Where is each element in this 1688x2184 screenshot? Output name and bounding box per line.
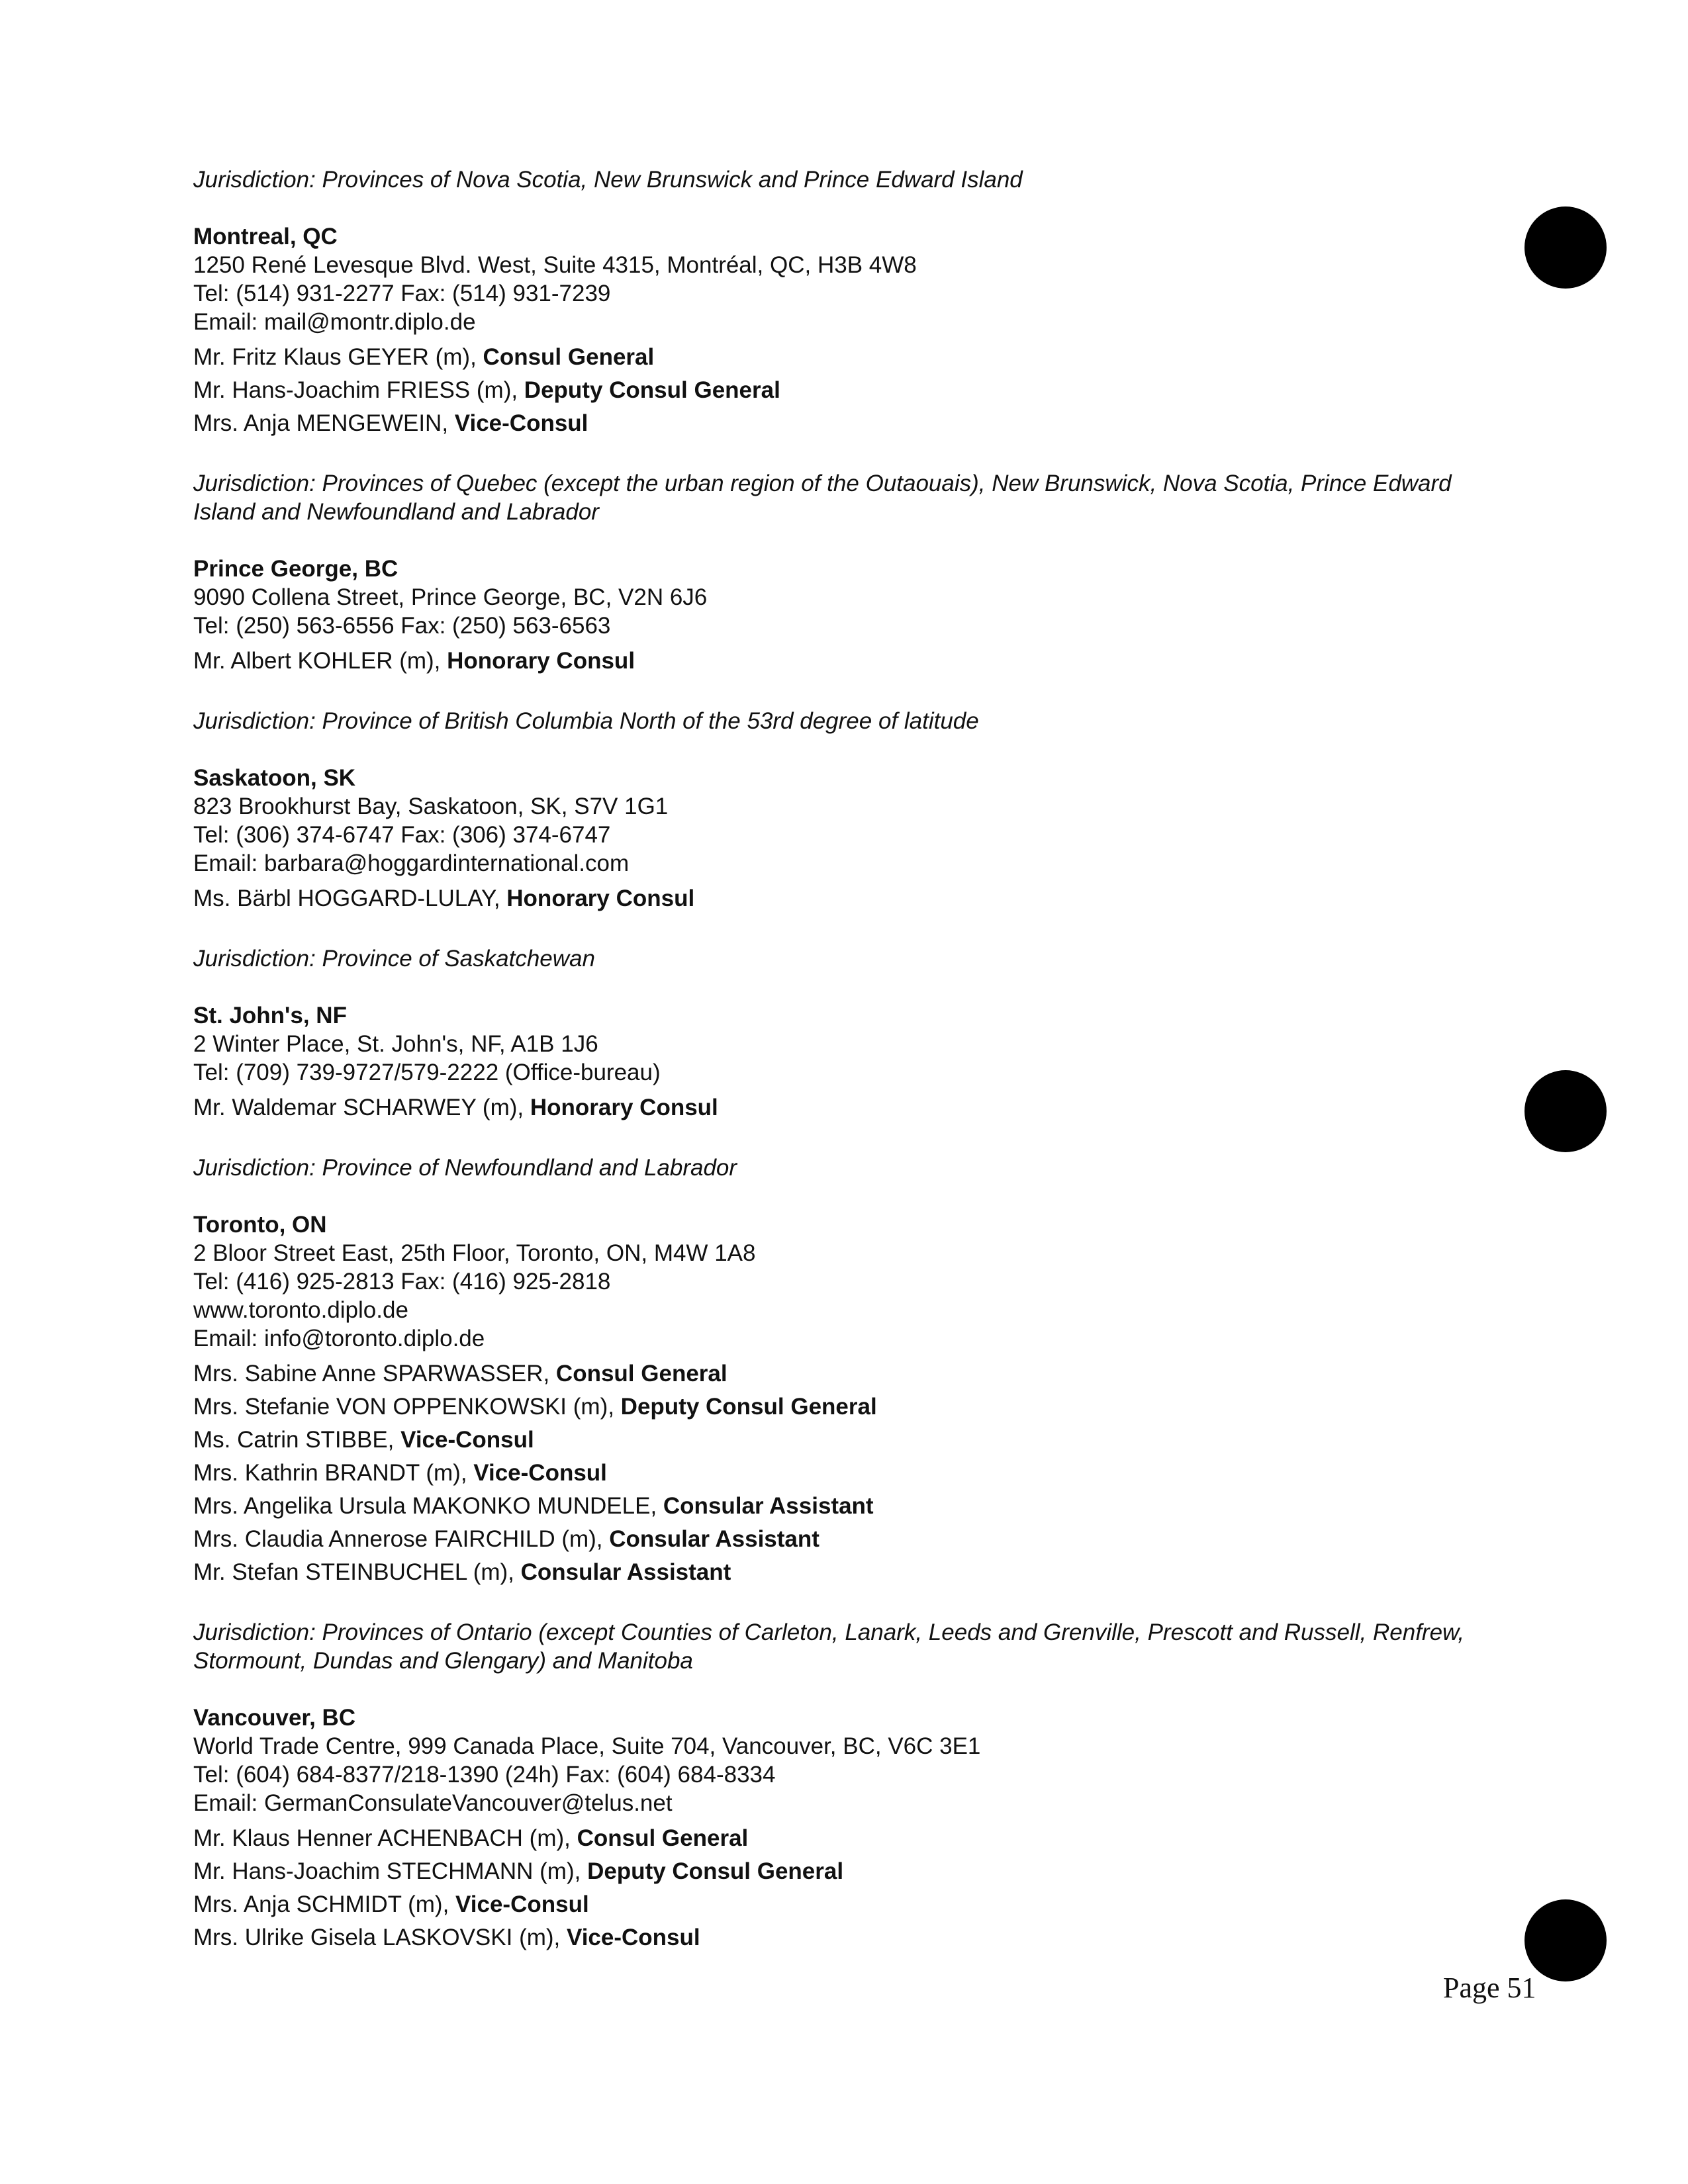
office-address-block [193, 1704, 1491, 1817]
staff-member [193, 1424, 1491, 1457]
document-body [193, 165, 1491, 1983]
staff-list [193, 1091, 1491, 1124]
staff-title: Deputy Consul General [620, 1394, 877, 1420]
consulate-entry [193, 1001, 1491, 1182]
office-address-block [193, 222, 1491, 336]
staff-title: Vice-Consul [400, 1427, 534, 1453]
office-city: Montreal, QC [193, 224, 338, 250]
consulate-entry [193, 555, 1491, 735]
staff-title: Consul General [555, 1361, 727, 1387]
office-city: Prince George, BC [193, 556, 399, 582]
staff-member [193, 1390, 1491, 1424]
staff-member [193, 1921, 1491, 1954]
office-address-block [193, 764, 1491, 878]
staff-title: Vice-Consul [455, 1891, 589, 1917]
address-line: Tel: (416) 925-2813 Fax: (416) 925-2818 [193, 1269, 611, 1295]
staff-member [193, 1822, 1491, 1855]
punch-hole [1524, 1070, 1607, 1152]
staff-member [193, 1556, 1491, 1589]
staff-list [193, 882, 1491, 915]
staff-member [193, 341, 1491, 374]
staff-member [193, 1888, 1491, 1921]
staff-name: Mrs. Sabine Anne SPARWASSER, [193, 1361, 556, 1387]
address-line: 823 Brookhurst Bay, Saskatoon, SK, S7V 1G1 [193, 794, 669, 819]
staff-list [193, 1357, 1491, 1589]
staff-name: Mr. Fritz Klaus GEYER (m), [193, 344, 483, 370]
staff-list [193, 1822, 1491, 1954]
staff-member [193, 374, 1491, 407]
staff-title: Deputy Consul General [587, 1858, 844, 1884]
punch-hole [1524, 1899, 1607, 1981]
office-city: Saskatoon, SK [193, 765, 356, 791]
staff-list [193, 341, 1491, 440]
address-line: Email: mail@montr.diplo.de [193, 309, 476, 335]
office-city: Toronto, ON [193, 1212, 327, 1238]
staff-name: Mr. Hans-Joachim STECHMANN (m), [193, 1858, 588, 1884]
staff-title: Consular Assistant [609, 1526, 820, 1552]
staff-name: Mrs. Ulrike Gisela LASKOVSKI (m), [193, 1925, 567, 1950]
staff-name: Mr. Klaus Henner ACHENBACH (m), [193, 1825, 577, 1851]
consulate-entry [193, 764, 1491, 973]
jurisdiction-note: Jurisdiction: Province of British Columbia North of the 53rd degree of latitude [193, 708, 979, 734]
jurisdiction-note: Jurisdiction: Provinces of Nova Scotia, New Brunswick and Prince Edward Island [193, 167, 1023, 193]
office-address-block [193, 555, 1491, 640]
address-line: 2 Winter Place, St. John's, NF, A1B 1J6 [193, 1031, 598, 1057]
staff-list [193, 645, 1491, 678]
staff-title: Consular Assistant [663, 1493, 874, 1519]
consulate-entry [193, 222, 1491, 526]
staff-member [193, 1357, 1491, 1390]
staff-member [193, 1490, 1491, 1523]
staff-name: Mrs. Anja MENGEWEIN, [193, 410, 455, 436]
staff-name: Ms. Bärbl HOGGARD-LULAY, [193, 886, 507, 911]
consulate-entry [193, 1704, 1491, 1954]
address-line: Email: barbara@hoggardinternational.com [193, 850, 630, 876]
address-line: Tel: (709) 739-9727/579-2222 (Office-bureau) [193, 1060, 661, 1085]
address-line: Email: GermanConsulateVancouver@telus.net [193, 1790, 673, 1816]
staff-title: Honorary Consul [447, 648, 635, 674]
staff-member [193, 645, 1491, 678]
office-city: St. John's, NF [193, 1003, 347, 1028]
address-line: 9090 Collena Street, Prince George, BC, V2N 6J6 [193, 584, 708, 610]
address-line: 1250 René Levesque Blvd. West, Suite 4315, Montréal, QC, H3B 4W8 [193, 252, 917, 278]
jurisdiction-note: Jurisdiction: Provinces of Ontario (except Counties of Carleton, Lanark, Leeds and Grenville, Prescott and Russell, Renfrew, Stormount, Dundas and Glengary) and Manitoba [193, 1619, 1465, 1674]
address-line: Email: info@toronto.diplo.de [193, 1326, 485, 1351]
address-line: World Trade Centre, 999 Canada Place, Suite 704, Vancouver, BC, V6C 3E1 [193, 1733, 981, 1759]
punch-hole [1524, 206, 1607, 289]
staff-name: Mrs. Claudia Annerose FAIRCHILD (m), [193, 1526, 610, 1552]
staff-member [193, 882, 1491, 915]
staff-name: Mr. Albert KOHLER (m), [193, 648, 447, 674]
staff-name: Mr. Waldemar SCHARWEY (m), [193, 1095, 530, 1120]
address-line: Tel: (306) 374-6747 Fax: (306) 374-6747 [193, 822, 611, 848]
staff-name: Ms. Catrin STIBBE, [193, 1427, 401, 1453]
staff-member [193, 1523, 1491, 1556]
staff-title: Honorary Consul [530, 1095, 718, 1120]
address-line: Tel: (514) 931-2277 Fax: (514) 931-7239 [193, 281, 611, 306]
address-line: Tel: (604) 684-8377/218-1390 (24h) Fax: (604) 684-8334 [193, 1762, 776, 1788]
staff-name: Mrs. Anja SCHMIDT (m), [193, 1891, 456, 1917]
staff-title: Consul General [483, 344, 655, 370]
address-line: www.toronto.diplo.de [193, 1297, 408, 1323]
jurisdiction-note: Jurisdiction: Provinces of Quebec (except the urban region of the Outaouais), New Brunswick, Nova Scotia, Prince Edward Island and Newfoundland and Labrador [193, 471, 1452, 525]
staff-title: Vice-Consul [454, 410, 588, 436]
staff-member [193, 1091, 1491, 1124]
staff-title: Vice-Consul [473, 1460, 607, 1486]
consulate-list [193, 222, 1491, 1954]
staff-name: Mr. Stefan STEINBUCHEL (m), [193, 1559, 521, 1585]
staff-title: Deputy Consul General [524, 377, 780, 403]
staff-title: Vice-Consul [566, 1925, 700, 1950]
staff-name: Mrs. Angelika Ursula MAKONKO MUNDELE, [193, 1493, 663, 1519]
address-line: Tel: (250) 563-6556 Fax: (250) 563-6563 [193, 613, 611, 639]
staff-title: Consular Assistant [520, 1559, 731, 1585]
jurisdiction-note: Jurisdiction: Province of Newfoundland and Labrador [193, 1155, 737, 1181]
office-city: Vancouver, BC [193, 1705, 356, 1731]
staff-title: Consul General [577, 1825, 749, 1851]
consulate-entry [193, 1210, 1491, 1675]
staff-name: Mr. Hans-Joachim FRIESS (m), [193, 377, 524, 403]
office-address-block [193, 1210, 1491, 1353]
staff-member [193, 1855, 1491, 1888]
jurisdiction-note: Jurisdiction: Province of Saskatchewan [193, 946, 595, 972]
staff-member [193, 407, 1491, 440]
office-address-block [193, 1001, 1491, 1087]
staff-name: Mrs. Kathrin BRANDT (m), [193, 1460, 474, 1486]
staff-member [193, 1457, 1491, 1490]
page-number: Page 51 [1443, 1972, 1536, 2004]
staff-name: Mrs. Stefanie VON OPPENKOWSKI (m), [193, 1394, 621, 1420]
address-line: 2 Bloor Street East, 25th Floor, Toronto, ON, M4W 1A8 [193, 1240, 756, 1266]
staff-title: Honorary Consul [506, 886, 695, 911]
